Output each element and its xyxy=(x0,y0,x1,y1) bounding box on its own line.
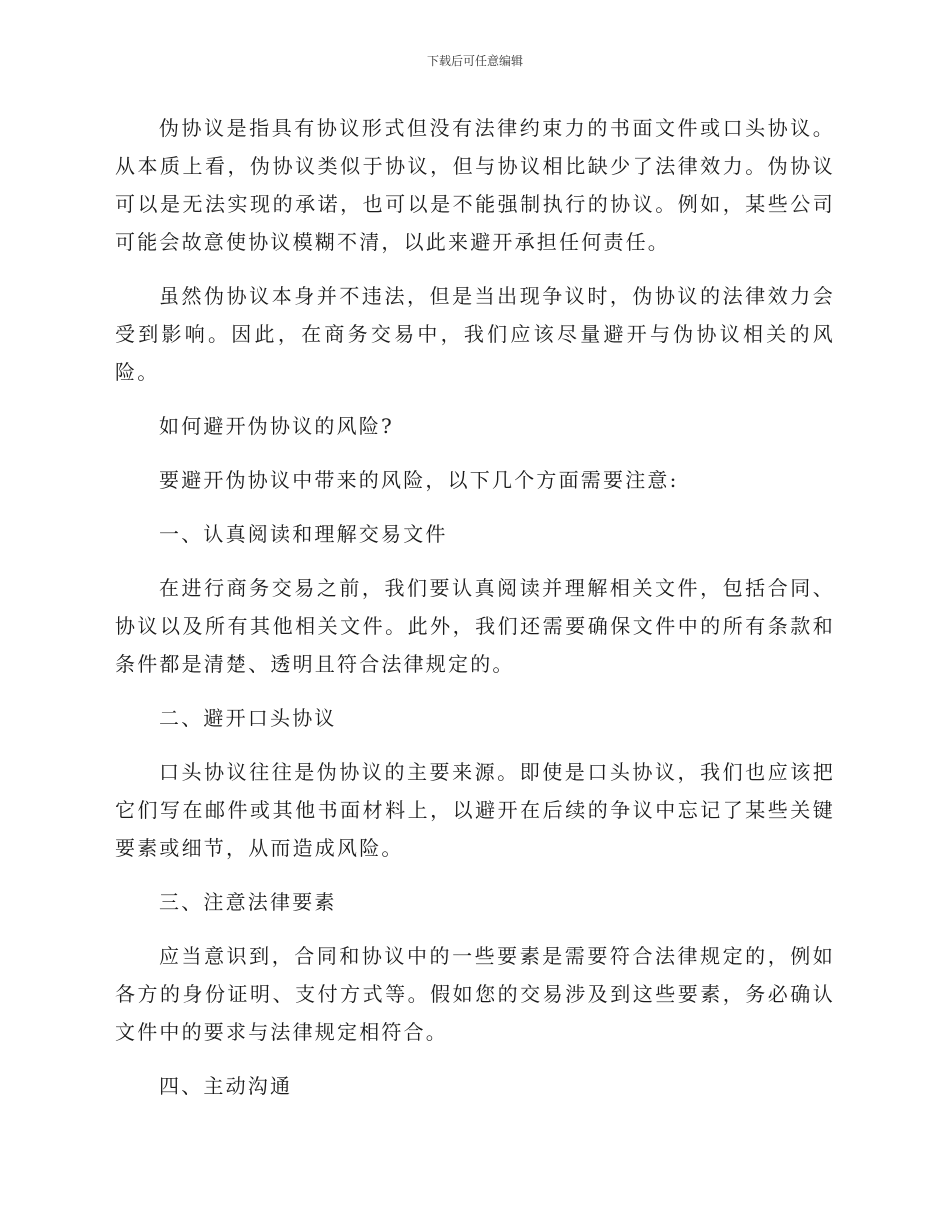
section-heading-3: 三、注意法律要素 xyxy=(159,890,337,914)
paragraph-section-2: 口头协议往往是伪协议的主要来源。即使是口头协议，我们也应该把它们写在邮件或其他书面材料上，以避开在后续的争议中忘记了某些关键要素或细节，从而造成风险。 xyxy=(115,760,835,860)
section-heading-2: 二、避开口头协议 xyxy=(159,706,337,730)
paragraph-section-3: 应当意识到，合同和协议中的一些要素是需要符合法律规定的，例如各方的身份证明、支付方式等。假如您的交易涉及到这些要素，务必确认文件中的要求与法律规定相符合。 xyxy=(115,944,835,1044)
paragraph-definition: 伪协议是指具有协议形式但没有法律约束力的书面文件或口头协议。从本质上看，伪协议类似于协议，但与协议相比缺少了法律效力。伪协议可以是无法实现的承诺，也可以是不能强制执行的协议。例如，某些公司可能会故意使协议模糊不清，以此来避开承担任何责任。 xyxy=(115,116,835,254)
question-heading: 如何避开伪协议的风险? xyxy=(159,414,394,438)
paragraph-section-1: 在进行商务交易之前，我们要认真阅读并理解相关文件，包括合同、协议以及所有其他相关文件。此外，我们还需要确保文件中的所有条款和条件都是清楚、透明且符合法律规定的。 xyxy=(115,576,835,676)
document-body xyxy=(115,109,835,1121)
section-heading-4: 四、主动沟通 xyxy=(159,1074,293,1098)
paragraph-legality: 虽然伪协议本身并不违法，但是当出现争议时，伪协议的法律效力会受到影响。因此，在商务交易中，我们应该尽量避开与伪协议相关的风险。 xyxy=(115,284,835,384)
page-header: 下载后可任意编辑 xyxy=(426,54,523,68)
section-heading-1: 一、认真阅读和理解交易文件 xyxy=(159,522,448,546)
paragraph-intro: 要避开伪协议中带来的风险，以下几个方面需要注意: xyxy=(159,468,679,492)
